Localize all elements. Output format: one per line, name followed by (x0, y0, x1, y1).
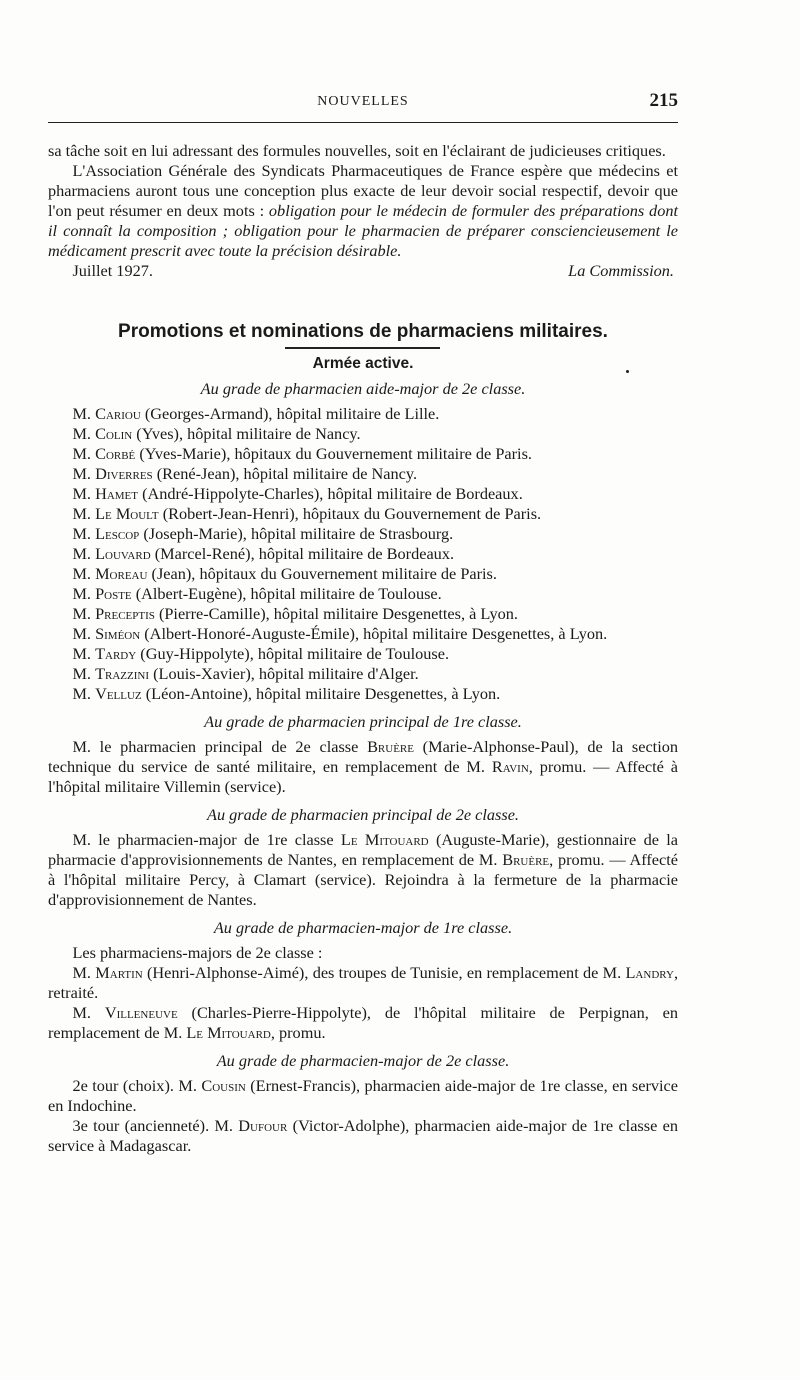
grade5-a-text-1: 2e tour (choix). M. (72, 1076, 202, 1095)
appointment-entry (72, 504, 678, 524)
grade4-a-text-3: , retraité. (48, 963, 679, 1002)
grade2-text-1: M. le pharmacien principal de 2e classe (72, 737, 368, 756)
entry-surname: Colin (95, 424, 133, 443)
entry-prefix: M. (72, 404, 91, 423)
appointment-entry (72, 544, 678, 564)
section-title: Promotions et nominations de pharmaciens militaires. (118, 321, 608, 342)
appointment-entry (72, 664, 678, 684)
grade5-b-text-1: 3e tour (ancienneté). M. (72, 1116, 239, 1135)
grade2-paragraph (48, 737, 678, 797)
entry-surname: Trazzini (95, 664, 150, 683)
entry-surname: Diverres (95, 464, 153, 483)
grade3-text-3: , promu. — Affecté à l'hôpital militaire Percy, à Clamart (service). Rejoindra à la fermeture de la pharmacie d'approvisionnement de Nantes. (48, 850, 678, 909)
entry-prefix: M. (72, 584, 91, 603)
appointment-entry (72, 404, 678, 424)
grade5-a-text-2: (Ernest-Francis), pharmacien aide-major de 1re classe, en service en Indochine. (48, 1076, 678, 1115)
grade-heading-principal-2: Au grade de pharmacien principal de 2e classe. (207, 805, 519, 824)
entry-details: (Jean), hôpitaux du Gouvernement militaire de Paris. (151, 564, 497, 583)
letter-signature: La Commission. (568, 261, 674, 280)
appointment-entry (72, 644, 678, 664)
grade4-b-name-1: Villeneuve (104, 1003, 178, 1022)
entry-surname: Siméon (95, 624, 141, 643)
grade4-entry-a (48, 963, 678, 1003)
grade4-b-text-1: M. (72, 1003, 105, 1022)
grade5-b-text-2: (Victor-Adolphe), pharmacien aide-major de 1re classe en service à Madagascar. (48, 1116, 678, 1155)
appointment-entry (72, 484, 678, 504)
grade5-entry-a (48, 1076, 678, 1116)
grade3-name-1: Le Mitouard (340, 830, 429, 849)
grade1-list (48, 404, 678, 704)
entry-surname: Cariou (95, 404, 141, 423)
entry-prefix: M. (72, 484, 91, 503)
entry-prefix: M. (72, 604, 91, 623)
letter-date: Juillet 1927. (72, 261, 153, 280)
entry-surname: Hamet (95, 484, 138, 503)
section-separator-rule (285, 347, 440, 349)
entry-details: (Léon-Antoine), hôpital militaire Desgenettes, à Lyon. (145, 684, 501, 703)
entry-details: (Robert-Jean-Henri), hôpitaux du Gouvernement de Paris. (162, 504, 542, 523)
entry-prefix: M. (72, 524, 91, 543)
entry-surname: Velluz (95, 684, 142, 703)
grade5-a-name-1: Cousin (201, 1076, 246, 1095)
entry-prefix: M. (72, 544, 91, 563)
entry-surname: Tardy (95, 644, 137, 663)
grade2-text-2: (Marie-Alphonse-Paul), de la section technique du service de santé militaire, en remplacement de M. (48, 737, 679, 776)
entry-prefix: M. (72, 424, 91, 443)
grade4-a-text-1: M. (72, 963, 96, 982)
grade4-b-name-2: Le Mitouard (186, 1023, 271, 1042)
intro-continuation: sa tâche soit en lui adressant des formules nouvelles, soit en l'éclairant de judicieuses critiques. (48, 141, 666, 160)
entry-prefix: M. (72, 464, 91, 483)
intro-paragraph-italic: obligation pour le médecin de formuler des préparations dont il connaît la composition ; obligation pour le pharmacien de préparer consciencieusement le médicament prescrit avec toute la précision désirable. (48, 201, 678, 260)
print-speck (626, 370, 629, 373)
grade4-a-text-2: (Henri-Alphonse-Aimé), des troupes de Tunisie, en remplacement de M. (142, 963, 626, 982)
grade-heading-aide-major-2: Au grade de pharmacien aide-major de 2e classe. (200, 379, 526, 398)
entry-surname: Le Moult (95, 504, 159, 523)
entry-details: (Guy-Hippolyte), hôpital militaire de Toulouse. (140, 644, 450, 663)
appointment-entry (72, 624, 678, 644)
grade4-intro: Les pharmaciens-majors de 2e classe : (72, 943, 323, 962)
entry-surname: Preceptis (95, 604, 155, 623)
entry-prefix: M. (72, 684, 91, 703)
grade5-b-name-1: Dufour (238, 1116, 288, 1135)
entry-prefix: M. (72, 444, 91, 463)
entry-prefix: M. (72, 624, 91, 643)
entry-details: (Yves), hôpital militaire de Nancy. (136, 424, 361, 443)
entry-prefix: M. (72, 504, 91, 523)
running-title: NOUVELLES (317, 94, 409, 109)
grade2-name-2: Ravin (491, 757, 529, 776)
section-subtitle: Armée active. (312, 355, 414, 372)
grade3-text-1: M. le pharmacien-major de 1re classe (72, 830, 341, 849)
grade-heading-principal-1: Au grade de pharmacien principal de 1re classe. (204, 712, 522, 731)
running-header (48, 90, 678, 116)
entry-details: (Joseph-Marie), hôpital militaire de Strasbourg. (143, 524, 454, 543)
entry-details: (René-Jean), hôpital militaire de Nancy. (156, 464, 418, 483)
entry-details: (André-Hippolyte-Charles), hôpital militaire de Bordeaux. (142, 484, 523, 503)
entry-surname: Poste (95, 584, 132, 603)
entry-details: (Pierre-Camille), hôpital militaire Desgenettes, à Lyon. (158, 604, 518, 623)
appointment-entry (72, 444, 678, 464)
entry-prefix: M. (72, 564, 91, 583)
appointment-entry (72, 684, 678, 704)
header-rule (48, 122, 678, 123)
entry-prefix: M. (72, 644, 91, 663)
appointment-entry (72, 524, 678, 544)
grade4-a-name-2: Landry (625, 963, 674, 982)
entry-surname: Corbé (95, 444, 136, 463)
appointment-entry (72, 584, 678, 604)
entry-details: (Marcel-René), hôpital militaire de Bordeaux. (154, 544, 455, 563)
entry-details: (Albert-Eugène), hôpital militaire de Toulouse. (135, 584, 442, 603)
grade3-text-2: (Auguste-Marie), gestionnaire de la pharmacie d'approvisionnements de Nantes, en remplacement de M. (48, 830, 678, 869)
entry-details: (Louis-Xavier), hôpital militaire d'Alger. (153, 664, 419, 683)
entry-details: (Georges-Armand), hôpital militaire de Lille. (144, 404, 440, 423)
grade-heading-major-2: Au grade de pharmacien-major de 2e classe. (216, 1051, 510, 1070)
intro-paragraph-text: L'Association Générale des Syndicats Pharmaceutiques de France espère que médecins et pharmaciens auront tous une conception plus exacte de leur devoir social respectif, devoir que l'on peut résumer en deux mots : (48, 161, 678, 220)
entry-surname: Louvard (95, 544, 151, 563)
entry-details: (Albert-Honoré-Auguste-Émile), hôpital militaire Desgenettes, à Lyon. (144, 624, 608, 643)
entry-details: (Yves-Marie), hôpitaux du Gouvernement militaire de Paris. (139, 444, 532, 463)
grade4-b-text-2: (Charles-Pierre-Hippolyte), de l'hôpital militaire de Perpignan, en remplacement de M. (48, 1003, 678, 1042)
grade4-b-text-3: , promu. (270, 1023, 326, 1042)
page-body (48, 141, 678, 1156)
grade4-entry-b (48, 1003, 678, 1043)
intro-paragraph (48, 161, 678, 261)
grade3-name-2: Bruère (502, 850, 550, 869)
grade-heading-major-1: Au grade de pharmacien-major de 1re classe. (213, 918, 513, 937)
grade2-name-1: Bruère (367, 737, 414, 756)
grade4-a-name-1: Martin (95, 963, 143, 982)
appointment-entry (72, 604, 678, 624)
page-number: 215 (649, 90, 678, 111)
entry-surname: Lescop (95, 524, 140, 543)
grade5-entry-b (48, 1116, 678, 1156)
entry-prefix: M. (72, 664, 91, 683)
grade2-text-3: , promu. — Affecté à l'hôpital militaire Villemin (service). (48, 757, 678, 796)
grade3-paragraph (48, 830, 678, 910)
entry-surname: Moreau (95, 564, 148, 583)
appointment-entry (72, 424, 678, 444)
appointment-entry (72, 564, 678, 584)
appointment-entry (72, 464, 678, 484)
date-signature-line (48, 261, 678, 281)
